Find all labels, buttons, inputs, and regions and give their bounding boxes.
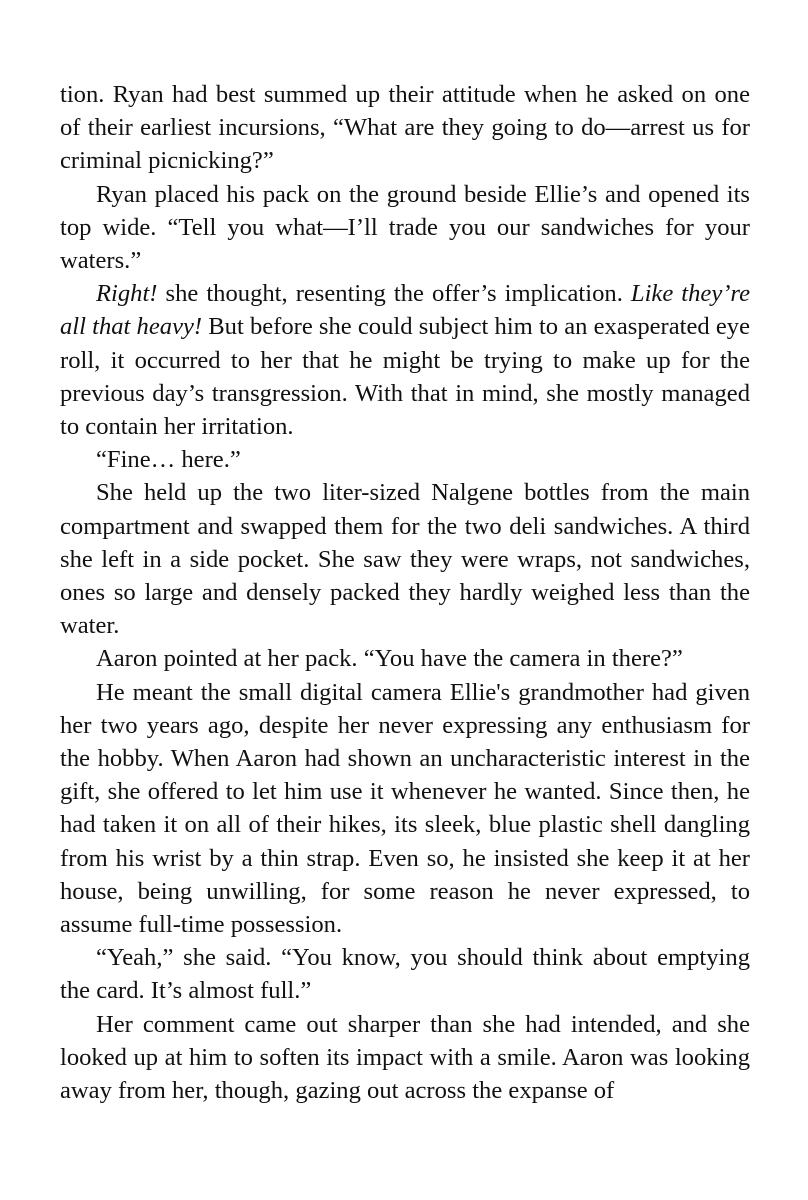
paragraph — [60, 277, 750, 443]
text-run: He meant the small digital camera Ellie's grandmother had given her two years ago, despite her never expressing any enthusiasm for the hobby. When Aaron had shown an uncharacteristic interest in the gift, she offered to let him use it whenever he wanted. Since then, he had taken it on all of their hikes, its sleek, blue plastic shell dangling from his wrist by a thin strap. Even so, he insisted she keep it at her house, being unwilling, for some reason he never expressed, to assume full-time possession. — [60, 678, 750, 939]
text-run: tion. Ryan had best summed up their attitude when he asked on one of their earliest incursions, “What are they going to do—arrest us for criminal picnicking?” — [60, 81, 750, 175]
paragraph — [60, 1008, 750, 1108]
paragraph — [60, 476, 750, 642]
text-run: Ryan placed his pack on the ground beside Ellie’s and opened its top wide. “Tell you what—I’ll trade you our sandwiches for your waters.” — [60, 180, 750, 275]
paragraph — [60, 78, 750, 178]
paragraph — [60, 178, 750, 278]
text-run: “Fine… here.” — [96, 446, 241, 474]
text-run: “Yeah,” she said. “You know, you should think about emptying the card. It’s almost full.” — [60, 944, 750, 1005]
text-run: But before she could subject him to an exasperated eye roll, it occurred to her that he might be trying to make up for the previous day’s transgression. With that in mind, she mostly managed to contain her irritation. — [60, 313, 750, 441]
paragraph — [60, 676, 750, 942]
text-run: She held up the two liter-sized Nalgene bottles from the main compartment and swapped them for the two deli sandwiches. A third she left in a side pocket. She saw they were wraps, not sandwiches, ones so large and densely packed they hardly weighed less than the water. — [60, 479, 750, 640]
paragraph — [60, 642, 750, 675]
text-run: Her comment came out sharper than she had intended, and she looked up at him to soften its impact with a smile. Aaron was looking away from her, though, gazing out across the expanse of — [60, 1010, 750, 1105]
book-page — [60, 78, 750, 1107]
text-run: she thought, resenting the offer’s implication. — [157, 280, 631, 308]
italic-text-run: Right! — [96, 280, 158, 308]
italic-text-run: Like they’re all that heavy! — [60, 280, 751, 341]
paragraph — [60, 941, 750, 1007]
paragraph — [60, 443, 750, 476]
text-run: Aaron pointed at her pack. “You have the camera in there?” — [96, 645, 683, 673]
